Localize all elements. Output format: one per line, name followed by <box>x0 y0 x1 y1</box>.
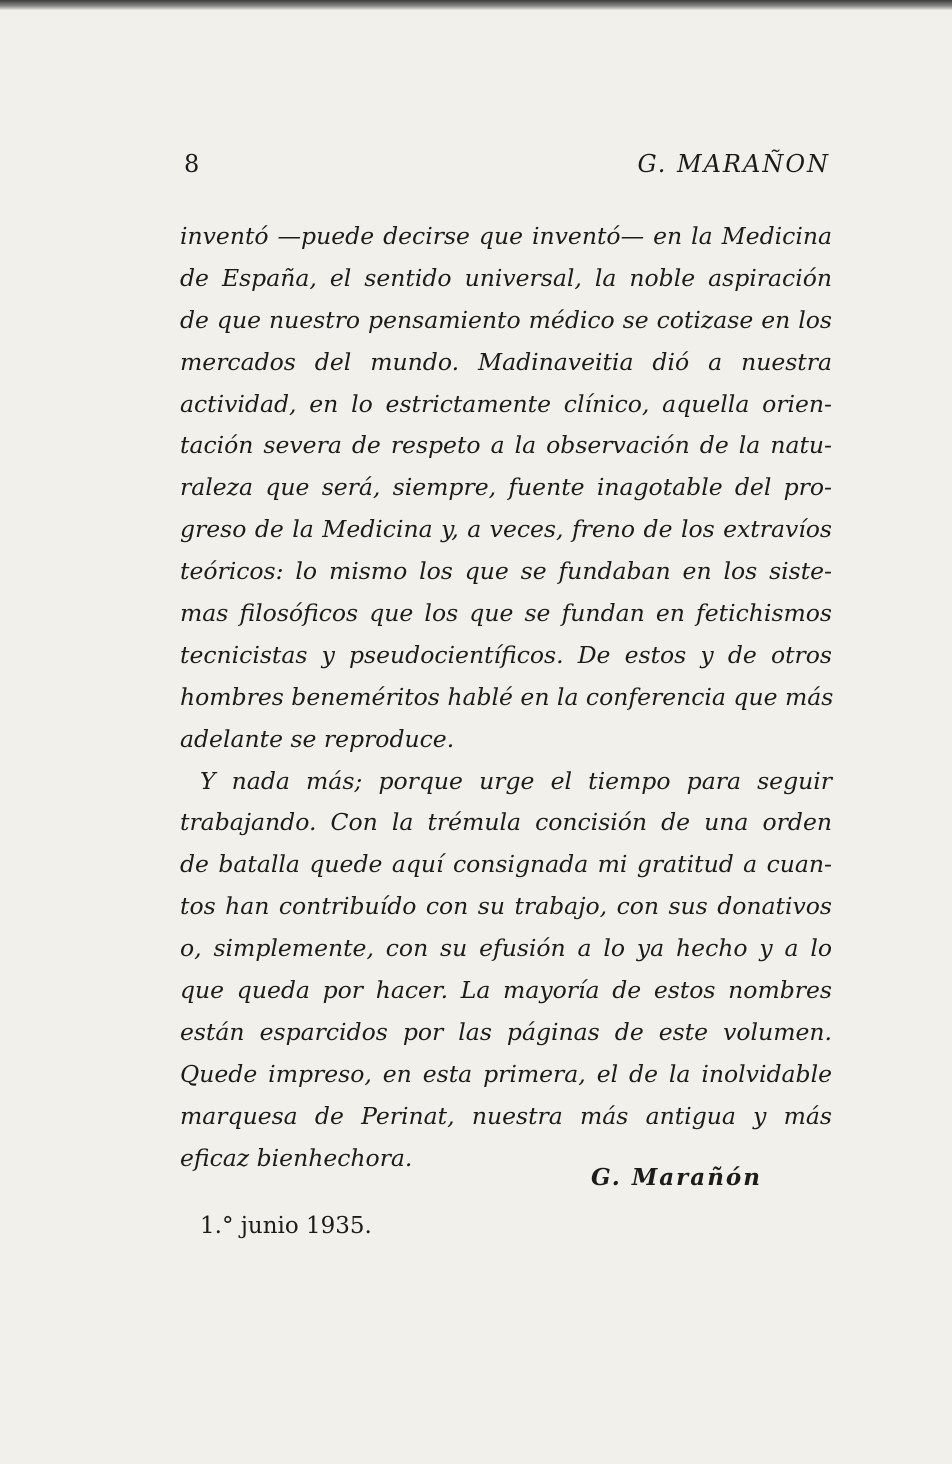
signature: G. Marañón <box>590 1164 762 1191</box>
page-number: 8 <box>184 150 200 178</box>
page-header <box>184 150 830 184</box>
text-line: de España, el sentido universal, la noble aspiración <box>180 263 832 292</box>
text-line: marquesa de Perinat, nuestra más antigua y más <box>180 1101 832 1130</box>
text-line: adelante se reproduce. <box>180 724 455 753</box>
text-line: greso de la Medicina y, a veces, freno de los extravíos <box>180 515 832 544</box>
text-line: que queda por hacer. La mayoría de estos nombres <box>180 976 832 1005</box>
text-line: o, simplemente, con su efusión a lo ya hecho y a lo <box>180 934 832 963</box>
text-line: tación severa de respeto a la observación de la natu- <box>180 431 832 460</box>
text-line: tos han contribuído con su trabajo, con sus donativos <box>180 892 832 921</box>
text-line: inventó —puede decirse que inventó— en la Medicina <box>180 222 832 250</box>
text-line: actividad, en lo estrictamente clínico, aquella orien- <box>180 389 832 418</box>
text-line: están esparcidos por las páginas de este volumen. <box>180 1017 832 1046</box>
text-line: mas filosóficos que los que se fundan en fetichismos <box>180 599 832 628</box>
text-line: tecnicistas y pseudocientíficos. De estos y de otros <box>180 640 832 669</box>
text-line: eficaz bienhechora. <box>180 1143 413 1172</box>
scan-edge <box>0 0 952 10</box>
text-line: Y nada más; porque urge el tiempo para seguir <box>200 766 832 795</box>
text-line: trabajando. Con la trémula concisión de una orden <box>180 808 832 837</box>
date: 1.° junio 1935. <box>200 1213 372 1239</box>
text-line: raleza que será, siempre, fuente inagotable del pro- <box>180 473 832 502</box>
text-line: mercados del mundo. Madinaveitia dió a nuestra <box>180 347 832 376</box>
text-line: hombres beneméritos hablé en la conferencia que más <box>180 682 834 711</box>
text-line: Quede impreso, en esta primera, el de la inolvidable <box>180 1059 832 1088</box>
text-line: de batalla quede aquí consignada mi gratitud a cuan- <box>180 850 832 879</box>
text-line: teóricos: lo mismo los que se fundaban en los siste- <box>180 557 832 586</box>
body-text <box>180 216 832 1179</box>
running-head: G. MARAÑON <box>637 150 830 178</box>
text-line: de que nuestro pensamiento médico se cotizase en los <box>180 305 832 334</box>
